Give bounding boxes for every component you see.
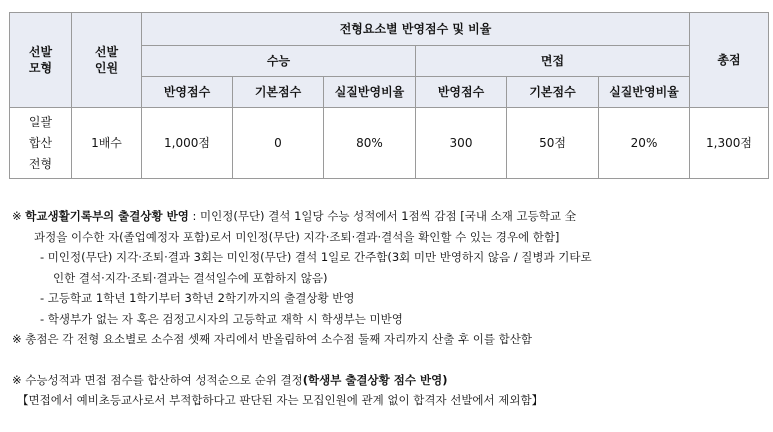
header-interview: 면접 (416, 46, 690, 77)
note-attendance-cont: 과정을 이수한 자(졸업예정자 포함)로서 미인정(무단) 지각·조퇴·결과·결석을 확인할 수 있는 경우에 한함] (34, 229, 560, 244)
cell-interview-base: 50점 (507, 108, 599, 179)
cell-interview-ratio: 20% (599, 108, 690, 179)
header-sub-1: 반영점수 (142, 77, 233, 108)
cell-total: 1,300점 (690, 108, 769, 179)
note-total-rounding-text: 총점은 각 전형 요소별로 소수점 셋째 자리에서 반올림하여 소수점 둘째 자리까지 산출 후 이를 합산함 (25, 332, 532, 346)
header-model: 선발 모형 (10, 13, 72, 108)
header-sub-5: 기본점수 (507, 77, 599, 108)
bullet-no-record: - 학생부가 없는 자 혹은 검정고시자의 고등학교 재학 시 학생부는 미반영 (40, 311, 403, 326)
score-table (9, 12, 769, 179)
header-total: 총점 (690, 13, 769, 108)
note-attendance-title: 학교생활기록부의 출결상황 반영 (25, 209, 189, 223)
note-attendance-text: : 미인정(무단) 결석 1일당 수능 성적에서 1점씩 감점 [국내 소재 고등학교 全 (188, 209, 577, 223)
header-sub-2: 기본점수 (233, 77, 324, 108)
bullet-period: - 고등학교 1학년 1학기부터 3학년 2학기까지의 출결상황 반영 (40, 291, 355, 305)
header-csat: 수능 (142, 46, 416, 77)
header-sub-3: 실질반영비율 (324, 77, 416, 108)
note-ranking (12, 370, 764, 391)
bullet-absence-rule-cont: 인한 결석·지각·조퇴·결과는 결석일수에 포함하지 않음) (53, 270, 328, 285)
header-sub-4: 반영점수 (416, 77, 507, 108)
cell-csat-base: 0 (233, 108, 324, 179)
header-count: 선발 인원 (72, 13, 142, 108)
cell-count: 1배수 (72, 108, 142, 179)
note-interview-exclusion: 【면접에서 예비초등교사로서 부적합하다고 판단된 자는 모집인원에 관계 없이 합격자 선발에서 제외함】 (17, 393, 544, 407)
note-ranking-text: 수능성적과 면접 점수를 합산하여 성적순으로 순위 결정 (25, 372, 303, 387)
bullet-absence-rule: - 미인정(무단) 지각·조퇴·결과 3회는 미인정(무단) 결석 1일로 간주함(3회 미만 반영하지 않음 / 질병과 기타로 (40, 250, 592, 264)
reference-mark: ※ (12, 372, 22, 387)
reference-mark: ※ (12, 332, 22, 346)
notes (12, 206, 764, 411)
cell-interview-score: 300 (416, 108, 507, 179)
cell-csat-ratio: 80% (324, 108, 416, 179)
note-total-rounding (12, 329, 764, 350)
reference-mark: ※ (12, 209, 22, 223)
cell-csat-score: 1,000점 (142, 108, 233, 179)
table-row (10, 108, 769, 179)
note-attendance (12, 206, 764, 227)
header-sub-6: 실질반영비율 (599, 77, 690, 108)
header-group-title: 전형요소별 반영점수 및 비율 (142, 13, 690, 46)
note-ranking-bold: (학생부 출결상황 점수 반영) (302, 372, 448, 387)
cell-model: 일괄 합산 전형 (10, 108, 72, 179)
